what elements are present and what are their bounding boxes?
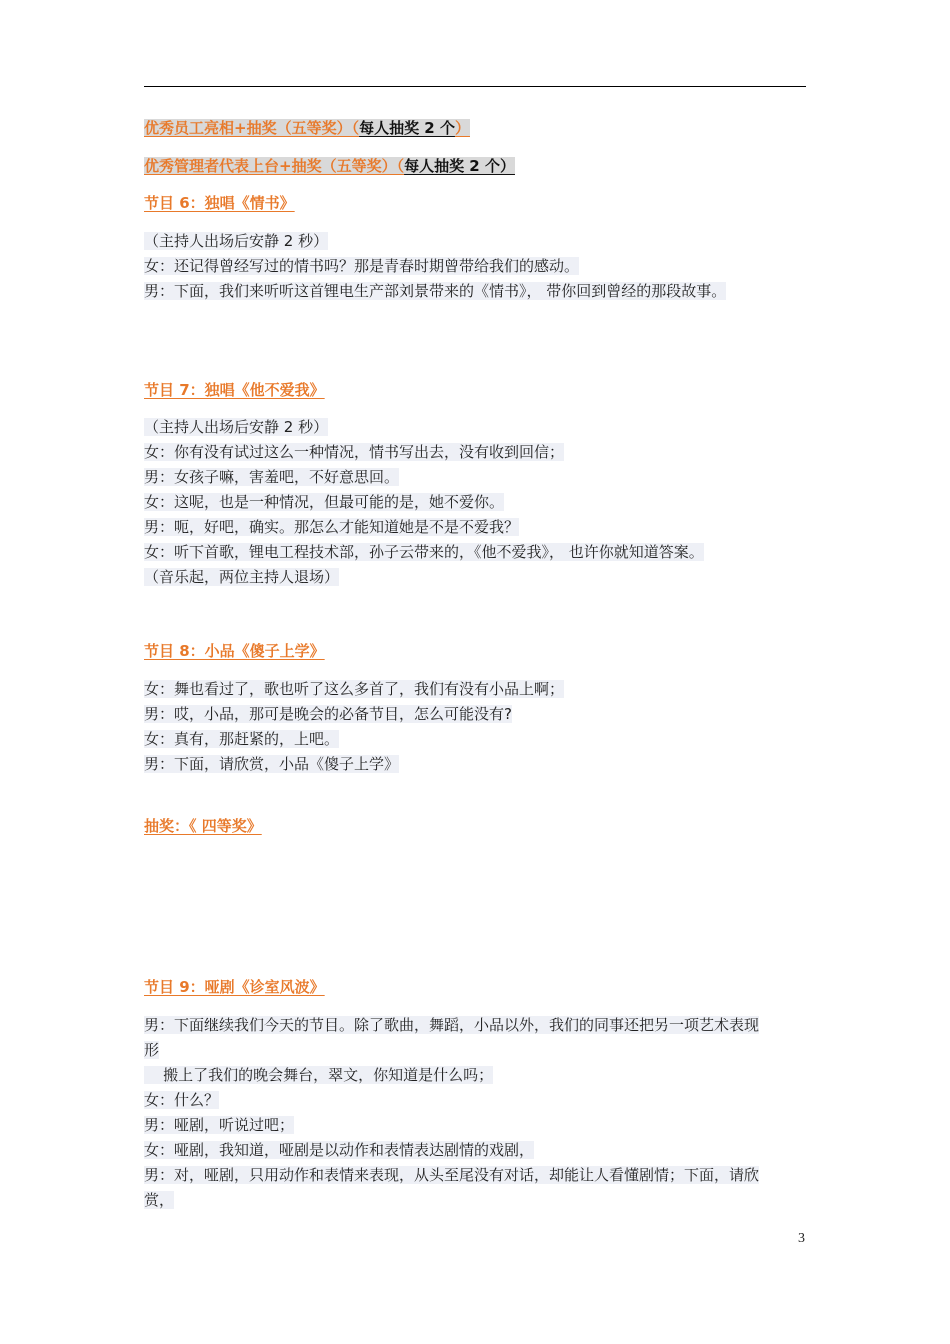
program7-line: （音乐起，两位主持人退场） (144, 568, 340, 586)
program9-line: 赏， (144, 1191, 175, 1209)
program7-line: 男：呃，好吧，确实。那怎么才能知道她是不是不爱我？ (144, 518, 520, 536)
program6-line: 女：还记得曾经写过的情书吗？那是青春时期曾带给我们的感动。 (144, 257, 580, 275)
program7-line: 女：你有没有试过这么一种情况，情书写出去，没有收到回信； (144, 443, 565, 461)
award-line-orange: 优秀员工亮相+抽奖（五等奖）（ (144, 119, 360, 137)
award-line-black: 每人抽奖 2 个 (359, 119, 455, 137)
program9-line: 男：哑剧，听说过吧； (144, 1116, 295, 1134)
program9-line: 女：哑剧，我知道，哑剧是以动作和表情表达剧情的戏剧， (144, 1141, 535, 1159)
program8-line: 女：舞也看过了，歌也听了这么多首了，我们有没有小品上啊； (144, 680, 565, 698)
program6-line: （主持人出场后安静 2 秒） (144, 232, 329, 250)
program7-title: 节目 7：独唱《他不爱我》 (144, 381, 325, 399)
award-line-end: ） (454, 119, 470, 137)
program8-line: 男：下面，请欣赏，小品《傻子上学》 (144, 755, 400, 773)
award-line-employees (144, 118, 470, 138)
program7-line: 男：女孩子嘛，害羞吧，不好意思回。 (144, 468, 400, 486)
program9-line: 女：什么？ (144, 1091, 220, 1109)
page-number: 3 (798, 1231, 805, 1246)
program8-title: 节目 8：小品《傻子上学》 (144, 642, 325, 660)
award-line-managers (144, 156, 515, 176)
lottery4-title: 抽奖：《 四等奖》 (144, 817, 262, 835)
program7-line: 女：这呢，也是一种情况，但最可能的是，她不爱你。 (144, 493, 505, 511)
program7-line: （主持人出场后安静 2 秒） (144, 418, 329, 436)
program9-line: 搬上了我们的晚会舞台，翠文，你知道是什么吗； (144, 1066, 494, 1084)
award-line-orange: 优秀管理者代表上台+抽奖（五等奖）（ (144, 157, 405, 175)
program9-line: 男：对，哑剧，只用动作和表情来表现，从头至尾没有对话，却能让人看懂剧情；下面，请欣 (144, 1166, 760, 1184)
program6-title: 节目 6：独唱《情书》 (144, 194, 295, 212)
program8-line: 女：真有，那赶紧的，上吧。 (144, 730, 340, 748)
program9-title: 节目 9：哑剧《诊室风波》 (144, 978, 325, 996)
program7-line: 女：听下首歌，锂电工程技术部，孙子云带来的，《他不爱我》， 也许你就知道答案。 (144, 543, 704, 561)
program9-line: 形 (144, 1041, 160, 1059)
program8-line: 男：哎，小品，那可是晚会的必备节目，怎么可能没有? (144, 705, 512, 723)
program9-line: 男：下面继续我们今天的节目。除了歌曲，舞蹈，小品以外，我们的同事还把另一项艺术表现 (144, 1016, 760, 1034)
header-rule (144, 86, 806, 87)
award-line-black: 每人抽奖 2 个） (404, 157, 515, 175)
program6-line: 男：下面，我们来听听这首锂电生产部刘景带来的《情书》， 带你回到曾经的那段故事。 (144, 282, 727, 300)
